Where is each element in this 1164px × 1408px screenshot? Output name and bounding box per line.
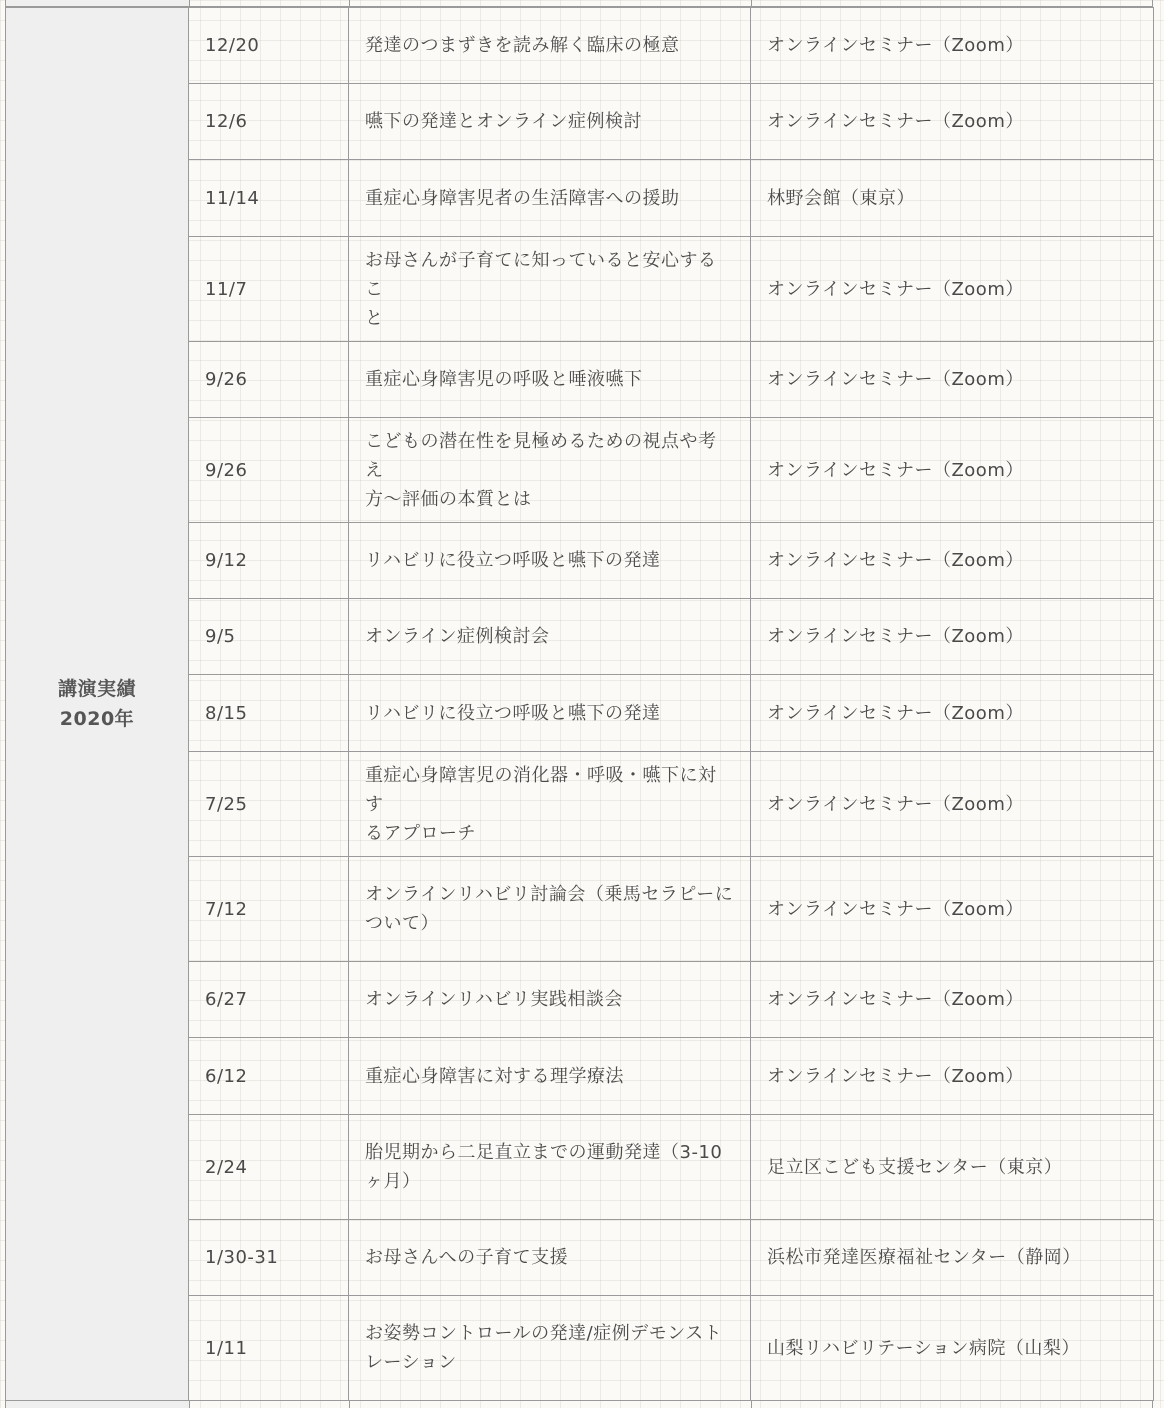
lecture-date: 11/14 <box>189 160 349 237</box>
lecture-venue: オンラインセミナー（Zoom） <box>751 342 1154 418</box>
lecture-title-line: ヶ月） <box>365 1171 421 1192</box>
lecture-date: 9/26 <box>189 342 349 418</box>
lecture-date: 9/5 <box>189 599 349 675</box>
lecture-venue: オンラインセミナー（Zoom） <box>751 418 1154 523</box>
lecture-title-line: レーション <box>365 1352 457 1373</box>
lecture-venue: オンラインセミナー（Zoom） <box>751 675 1154 752</box>
lecture-title <box>349 418 751 523</box>
lecture-title-line: オンラインリハビリ実践相談会 <box>365 989 623 1010</box>
lecture-title-line: と <box>365 307 384 329</box>
lecture-venue: オンラインセミナー（Zoom） <box>751 8 1154 84</box>
previous-table-section-edge <box>5 0 1153 7</box>
lecture-title <box>349 160 751 237</box>
lecture-date: 12/20 <box>189 8 349 84</box>
lecture-title-line: リハビリに役立つ呼吸と嚥下の発達 <box>365 550 661 571</box>
lecture-date: 9/12 <box>189 523 349 599</box>
lecture-date: 2/24 <box>189 1115 349 1220</box>
lecture-title-line: ついて） <box>365 913 439 934</box>
lecture-venue: オンラインセミナー（Zoom） <box>751 599 1154 675</box>
lecture-venue: オンラインセミナー（Zoom） <box>751 237 1154 342</box>
lecture-title-line: お母さんへの子育て支援 <box>365 1247 569 1268</box>
lecture-title-line: オンラインリハビリ討論会（乗馬セラピーに <box>365 884 734 905</box>
lecture-title <box>349 523 751 599</box>
lecture-title-line: 重症心身障害に対する理学療法 <box>365 1065 624 1087</box>
lecture-venue: オンラインセミナー（Zoom） <box>751 752 1154 857</box>
lecture-title-line: 重症心身障害児者の生活障害への援助 <box>365 187 680 209</box>
lecture-venue: オンラインセミナー（Zoom） <box>751 523 1154 599</box>
lecture-date: 11/7 <box>189 237 349 342</box>
section-year: 2020年 <box>59 708 135 730</box>
lecture-venue: オンラインセミナー（Zoom） <box>751 1038 1154 1115</box>
lecture-venue: オンラインセミナー（Zoom） <box>751 962 1154 1038</box>
lecture-venue: オンラインセミナー（Zoom） <box>751 857 1154 962</box>
lecture-title <box>349 1296 751 1401</box>
lecture-record-table-body <box>6 8 1154 1401</box>
lecture-title <box>349 1220 751 1296</box>
lecture-title <box>349 1115 751 1220</box>
lecture-title-line: 嚥下の発達とオンライン症例検討 <box>365 111 642 132</box>
lecture-date: 12/6 <box>189 84 349 160</box>
lecture-venue: 浜松市発達医療福祉センター（静岡） <box>751 1220 1154 1296</box>
lecture-title <box>349 599 751 675</box>
lecture-venue: 山梨リハビリテーション病院（山梨） <box>751 1296 1154 1401</box>
lecture-title <box>349 8 751 84</box>
lecture-date: 9/26 <box>189 418 349 523</box>
lecture-title <box>349 342 751 418</box>
lecture-venue: 足立区こども支援センター（東京） <box>751 1115 1154 1220</box>
table-row <box>6 8 1154 84</box>
lecture-venue: オンラインセミナー（Zoom） <box>751 84 1154 160</box>
lecture-date: 7/12 <box>189 857 349 962</box>
lecture-date: 1/30-31 <box>189 1220 349 1296</box>
lecture-title <box>349 857 751 962</box>
lecture-record-table <box>5 7 1154 1401</box>
lecture-date: 6/27 <box>189 962 349 1038</box>
lecture-title-line: 胎児期から二足直立までの運動発達（3-10 <box>365 1142 723 1163</box>
lecture-title-line: お姿勢コントロールの発達/症例デモンスト <box>365 1323 723 1344</box>
lecture-title-line: お母さんが子育てに知っていると安心するこ <box>365 249 717 300</box>
lecture-venue: 林野会館（東京） <box>751 160 1154 237</box>
lecture-title <box>349 962 751 1038</box>
lecture-title-line: 重症心身障害児の消化器・呼吸・嚥下に対す <box>365 764 717 815</box>
lecture-date: 1/11 <box>189 1296 349 1401</box>
lecture-title-line: 方〜評価の本質とは <box>365 488 532 510</box>
lecture-title <box>349 752 751 857</box>
lecture-date: 6/12 <box>189 1038 349 1115</box>
lecture-title <box>349 1038 751 1115</box>
next-table-section-edge <box>5 1400 1153 1408</box>
lecture-record-container <box>5 0 1153 1408</box>
lecture-title-line: 発達のつまずきを読み解く臨床の極意 <box>365 35 680 56</box>
lecture-title <box>349 237 751 342</box>
lecture-title-line: リハビリに役立つ呼吸と嚥下の発達 <box>365 702 661 724</box>
lecture-title-line: 重症心身障害児の呼吸と唾液嚥下 <box>365 369 643 390</box>
section-label: 講演実績 <box>57 678 136 700</box>
lecture-date: 7/25 <box>189 752 349 857</box>
lecture-title-line: オンライン症例検討会 <box>365 626 550 647</box>
lecture-title-line: こどもの潜在性を見極めるための視点や考え <box>365 430 717 481</box>
lecture-title-line: るアプローチ <box>365 822 476 844</box>
lecture-title <box>349 84 751 160</box>
lecture-date: 8/15 <box>189 675 349 752</box>
section-header-cell <box>6 8 189 1401</box>
lecture-title <box>349 675 751 752</box>
